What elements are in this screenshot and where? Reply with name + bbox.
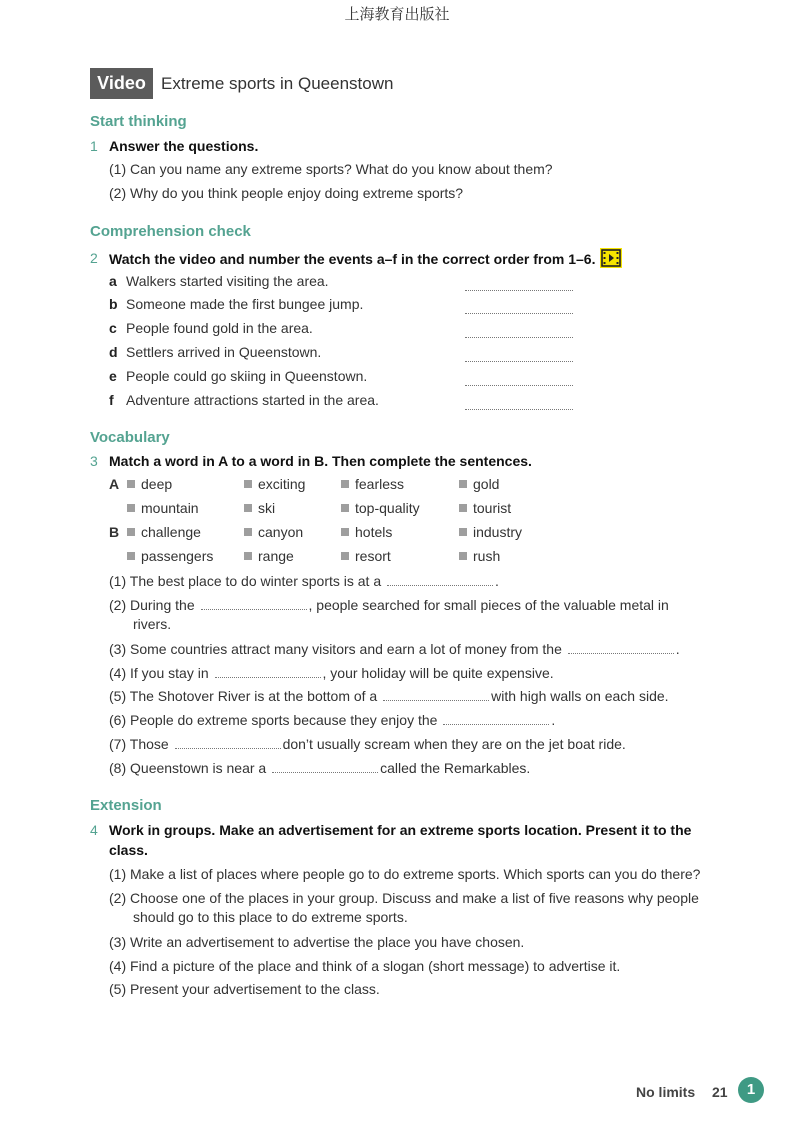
word-item: industry <box>459 524 522 540</box>
list-item <box>109 183 463 203</box>
word-item: deep <box>127 476 172 492</box>
item-text: Can you name any extreme sports? What do you know about them? <box>130 161 553 177</box>
event-item <box>109 390 379 410</box>
word-item: passengers <box>127 548 213 564</box>
answer-blank[interactable] <box>201 597 307 610</box>
event-text: People could go skiing in Queenstown. <box>126 368 368 384</box>
film-icon[interactable] <box>600 248 622 268</box>
answer-blank[interactable] <box>465 276 573 291</box>
sentence-text: Queenstown is near a <box>130 760 267 776</box>
group-a-label: A <box>109 476 120 492</box>
word-item: rush <box>459 548 500 564</box>
item-number: (4) <box>109 665 127 681</box>
question-number: 1 <box>90 138 98 154</box>
item-number: (8) <box>109 760 127 776</box>
unit-number: 1 <box>746 1081 756 1098</box>
sentence-text: called the Remarkables. <box>380 760 531 776</box>
question-text: Work in groups. Make an advertisement for an extreme sports location. Present it to the <box>109 822 692 838</box>
sentence-continuation: rivers. <box>133 616 172 632</box>
item-number: (4) <box>109 958 127 974</box>
item-number: (6) <box>109 712 127 728</box>
section-start-thinking: Start thinking <box>90 113 187 130</box>
sentence-item <box>109 734 626 754</box>
word-item: fearless <box>341 476 404 492</box>
word-item: challenge <box>127 524 201 540</box>
item-number: (2) <box>109 890 127 906</box>
event-item <box>109 294 363 314</box>
answer-blank[interactable] <box>272 760 378 773</box>
item-continuation: should go to this place to do extreme sports. <box>133 909 408 925</box>
unit-badge <box>737 1076 765 1104</box>
bullet-square-icon <box>244 552 252 560</box>
word-item: hotels <box>341 524 392 540</box>
bullet-square-icon <box>459 504 467 512</box>
item-text: Find a picture of the place and think of a slogan (short message) to advertise it. <box>130 958 621 974</box>
page-number: 21 <box>712 1084 728 1100</box>
bullet-square-icon <box>341 528 349 536</box>
bullet-square-icon <box>127 552 135 560</box>
item-text: Present your advertisement to the class. <box>130 981 380 997</box>
event-text: Settlers arrived in Queenstown. <box>126 344 322 360</box>
question-number: 4 <box>90 822 98 838</box>
item-number: (1) <box>109 866 127 882</box>
sentence-item <box>109 663 554 683</box>
unit-name: No limits <box>636 1084 696 1100</box>
item-text: Choose one of the places in your group. Discuss and make a list of five reasons why people <box>130 890 699 906</box>
section-vocabulary: Vocabulary <box>90 429 170 446</box>
sentence-text: Those <box>129 736 169 752</box>
bullet-square-icon <box>244 528 252 536</box>
answer-blank[interactable] <box>465 371 573 386</box>
word-item: mountain <box>127 500 199 516</box>
answer-blank[interactable] <box>383 688 489 701</box>
event-letter: b <box>109 296 118 312</box>
sentence-item <box>109 595 669 615</box>
item-text: Write an advertisement to advertise the place you have chosen. <box>130 934 525 950</box>
bullet-square-icon <box>244 480 252 488</box>
event-item <box>109 271 329 291</box>
answer-blank[interactable] <box>465 299 573 314</box>
list-item <box>109 932 524 952</box>
item-number: (5) <box>109 981 127 997</box>
answer-blank[interactable] <box>568 641 674 654</box>
event-item <box>109 366 367 386</box>
answer-blank[interactable] <box>175 736 281 749</box>
bullet-square-icon <box>244 504 252 512</box>
word-item: exciting <box>244 476 305 492</box>
sentence-text: Some countries attract many visitors and earn a lot of money from the <box>130 641 562 657</box>
bullet-square-icon <box>459 528 467 536</box>
event-letter: e <box>109 368 117 384</box>
sentence-item <box>109 758 530 778</box>
sentence-item <box>109 571 499 591</box>
sentence-item <box>109 710 555 730</box>
word-item: canyon <box>244 524 303 540</box>
list-item <box>109 159 553 179</box>
sentence-text: The Shotover River is at the bottom of a <box>129 688 378 704</box>
event-item <box>109 342 321 362</box>
list-item <box>109 956 620 976</box>
item-text: Why do you think people enjoy doing extreme sports? <box>130 185 464 201</box>
item-number: (1) <box>109 573 127 589</box>
word-item: tourist <box>459 500 511 516</box>
sentence-text: During the <box>130 597 195 613</box>
event-letter: c <box>109 320 117 336</box>
event-letter: a <box>109 273 117 289</box>
answer-blank[interactable] <box>465 347 573 362</box>
question-text: Answer the questions. <box>109 138 259 154</box>
event-text: Walkers started visiting the area. <box>126 273 329 289</box>
question-text-continuation: class. <box>109 842 148 858</box>
sentence-text: . <box>495 573 499 589</box>
word-item: range <box>244 548 294 564</box>
item-number: (2) <box>109 185 127 201</box>
question-number: 3 <box>90 453 98 469</box>
sentence-text: People do extreme sports because they enjoy the <box>130 712 438 728</box>
publisher-name: 上海教育出版社 <box>344 5 450 23</box>
bullet-square-icon <box>127 528 135 536</box>
question-text <box>109 248 729 269</box>
word-item: resort <box>341 548 391 564</box>
bullet-square-icon <box>341 504 349 512</box>
event-text: People found gold in the area. <box>126 320 313 336</box>
bullet-square-icon <box>341 552 349 560</box>
answer-blank[interactable] <box>215 665 321 678</box>
page-title: Extreme sports in Queenstown <box>161 74 394 93</box>
word-item: ski <box>244 500 275 516</box>
sentence-text: If you stay in <box>130 665 209 681</box>
word-item: gold <box>459 476 499 492</box>
sentence-text: , people searched for small pieces of the valuable metal in <box>308 597 669 613</box>
section-comprehension-check: Comprehension check <box>90 223 251 240</box>
list-item <box>109 979 380 999</box>
sentence-text: don’t usually scream when they are on the jet boat ride. <box>282 736 626 752</box>
bullet-square-icon <box>459 552 467 560</box>
question-number: 2 <box>90 250 98 266</box>
question-text: Match a word in A to a word in B. Then complete the sentences. <box>109 453 532 469</box>
sentence-item <box>109 686 669 706</box>
list-item <box>109 888 699 908</box>
event-letter: d <box>109 344 118 360</box>
answer-blank[interactable] <box>465 323 573 338</box>
event-text: Someone made the first bungee jump. <box>126 296 364 312</box>
bullet-square-icon <box>341 480 349 488</box>
item-number: (5) <box>109 688 127 704</box>
item-text: Make a list of places where people go to do extreme sports. Which sports can you do there? <box>130 866 701 882</box>
event-item <box>109 318 313 338</box>
answer-blank[interactable] <box>465 395 573 410</box>
item-number: (1) <box>109 161 127 177</box>
video-tag: Video <box>90 68 153 99</box>
answer-blank[interactable] <box>443 712 549 725</box>
question-text-content: Watch the video and number the events a–f in the correct order from 1–6. <box>109 251 596 267</box>
bullet-square-icon <box>459 480 467 488</box>
item-number: (3) <box>109 641 127 657</box>
section-extension: Extension <box>90 797 162 814</box>
item-number: (3) <box>109 934 127 950</box>
sentence-text: The best place to do winter sports is at a <box>129 573 382 589</box>
event-text: Adventure attractions started in the area. <box>126 392 379 408</box>
word-item: top-quality <box>341 500 420 516</box>
sentence-item <box>109 639 680 659</box>
item-number: (7) <box>109 736 127 752</box>
sentence-text: . <box>675 641 680 657</box>
answer-blank[interactable] <box>387 573 493 586</box>
list-item <box>109 864 700 884</box>
sentence-text: , your holiday will be quite expensive. <box>322 665 554 681</box>
bullet-square-icon <box>127 480 135 488</box>
event-letter: f <box>109 392 114 408</box>
item-number: (2) <box>109 597 127 613</box>
group-b-label: B <box>109 524 120 540</box>
sentence-text: with high walls on each side. <box>491 688 669 704</box>
bullet-square-icon <box>127 504 135 512</box>
sentence-text: . <box>551 712 556 728</box>
